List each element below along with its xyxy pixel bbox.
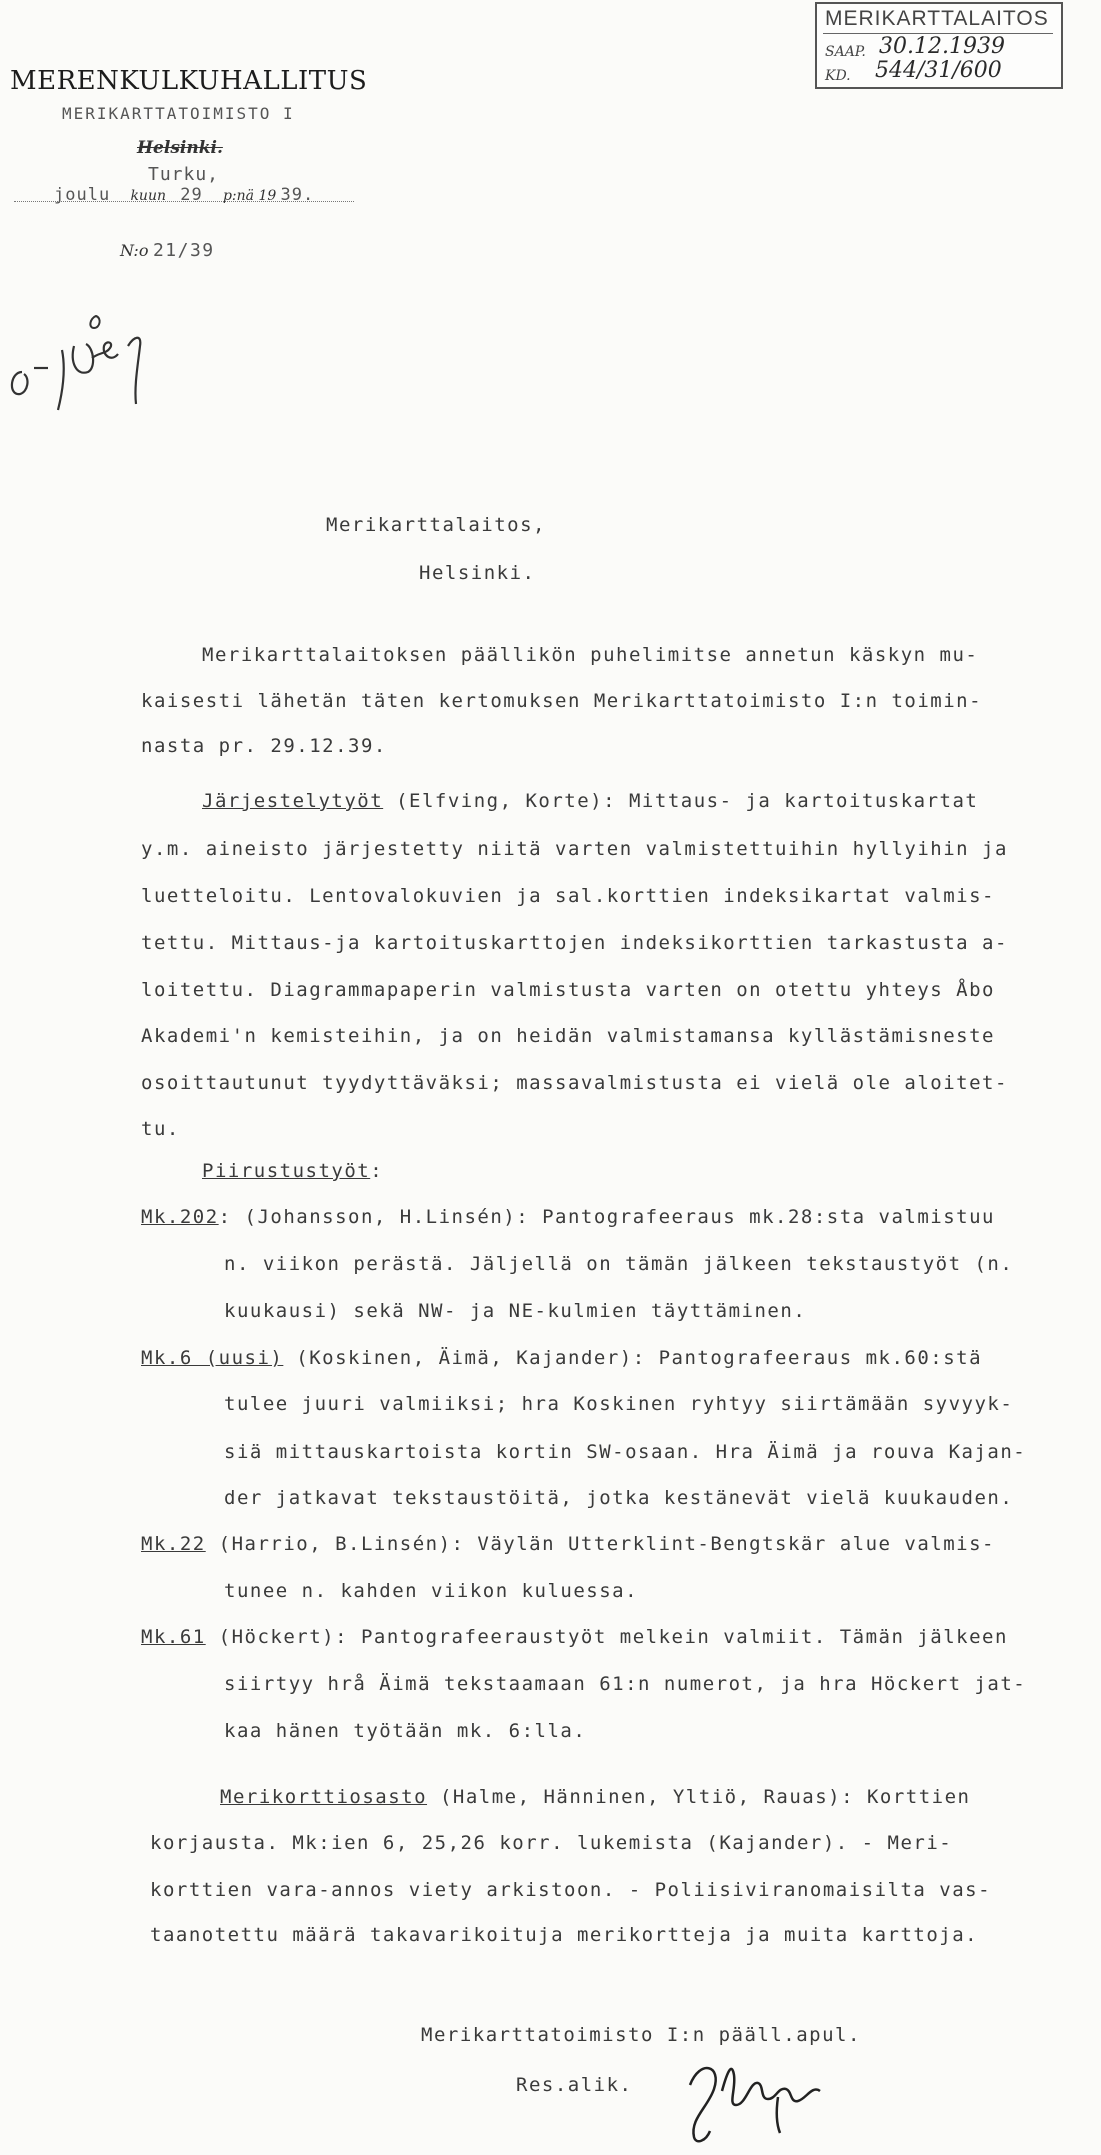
mk61-line-1	[141, 1626, 1008, 1648]
date-month: joulu	[54, 185, 111, 205]
intro-line-1: Merikarttalaitoksen päällikön puhelimitse annetun käskyn mu-	[202, 644, 979, 666]
ref-number: 21/39	[152, 240, 215, 261]
mk6-line-3: siä mittauskartoista kortin SW-osaan. Hra Äimä ja rouva Kajan-	[224, 1441, 1027, 1463]
draw-heading: Piirustustyöt	[202, 1160, 371, 1182]
intro-line-3: nasta pr. 29.12.39.	[141, 735, 387, 757]
recipient-name: Merikarttalaitos,	[326, 514, 546, 536]
ref-label: N:o	[120, 241, 149, 260]
draw-colon: :	[370, 1160, 384, 1182]
closing-title: Merikarttatoimisto I:n pääll.apul.	[421, 2024, 861, 2046]
mk6-line-1	[141, 1347, 982, 1369]
org-line-6: Akademi'n kemisteihin, ja on heidän valmistamansa kyllästämisneste	[141, 1025, 995, 1047]
letterhead-office: MERIKARTTATOIMISTO I	[62, 104, 295, 123]
mk202-ref: Mk.202	[141, 1206, 219, 1228]
org-line-4: tettu. Mittaus-ja kartoituskarttojen indeksikorttien tarkastusta a-	[141, 932, 1008, 954]
mk6-ref: Mk.6 (uusi)	[141, 1347, 284, 1369]
stamp-received-value: 30.12.1939	[879, 34, 1005, 59]
mk22-text-1: (Harrio, B.Linsén): Väylän Utterklint-Bengtskär alue valmis-	[205, 1533, 995, 1555]
mk22-ref: Mk.22	[141, 1533, 206, 1555]
stamp-kd-label: KD.	[825, 68, 851, 84]
org-line-5: loitettu. Diagrammapaperin valmistusta varten on otettu yhteys Åbo	[141, 979, 995, 1001]
mk61-line-2: siirtyy hrå Äimä tekstaamaan 61:n numerot, ja hra Höckert jat-	[224, 1673, 1027, 1695]
mk61-line-3: kaa hänen työtään mk. 6:lla.	[224, 1720, 587, 1742]
org-line-2: y.m. aineisto järjestetty niitä varten valmistettuihin hyllyihin ja	[141, 838, 1008, 860]
letterhead-org: MERENKULKUHALLITUS	[10, 66, 368, 96]
mk202-line-3: kuukausi) sekä NW- ja NE-kulmien täyttäminen.	[224, 1300, 807, 1322]
sea-line-1	[220, 1786, 970, 1808]
mk202-line-1	[141, 1206, 995, 1228]
date-month-printed: kuun	[130, 188, 166, 204]
intro-line-2: kaisesti lähetän täten kertomuksen Merikarttatoimisto I:n toimin-	[141, 690, 983, 712]
mk61-text-1: (Höckert): Pantografeeraustyöt melkein valmiit. Tämän jälkeen	[205, 1626, 1008, 1648]
mk61-ref: Mk.61	[141, 1626, 206, 1648]
reference-number	[120, 240, 215, 261]
sea-text-1: (Halme, Hänninen, Yltiö, Rauas): Korttien	[427, 1786, 971, 1808]
date-day: 29	[180, 185, 203, 205]
date-year: 39.	[280, 185, 315, 205]
receipt-stamp	[815, 2, 1063, 89]
date-line	[54, 185, 314, 205]
sea-line-2: korjausta. Mk:ien 6, 25,26 korr. lukemista (Kajander). - Meri-	[150, 1832, 953, 1854]
org-heading: Järjestelytyöt	[202, 790, 384, 812]
org-line-3: luetteloitu. Lentovalokuvien ja sal.korttien indeksikartat valmis-	[141, 885, 995, 907]
org-line-8: tu.	[141, 1118, 180, 1140]
place: Turku,	[148, 164, 220, 185]
closing-rank: Res.alik.	[516, 2074, 633, 2096]
handwritten-initials	[0, 310, 200, 430]
mk22-line-1	[141, 1533, 995, 1555]
sea-line-3: korttien vara-annos viety arkistoon. - Poliisiviranomaisilta vas-	[150, 1879, 992, 1901]
date-pr: p:nä 19	[222, 188, 277, 204]
draw-heading-line	[202, 1160, 383, 1182]
org-line-7: osoittautunut tyydyttäväksi; massavalmistusta ei vielä ole aloitet-	[141, 1072, 1008, 1094]
mk6-text-1: (Koskinen, Äimä, Kajander): Pantografeeraus mk.60:stä	[283, 1347, 983, 1369]
recipient-city: Helsinki.	[419, 562, 536, 584]
mk6-line-4: der jatkavat tekstaustöitä, jotka kestänevät vielä kuukauden.	[224, 1487, 1014, 1509]
org-line-1	[202, 790, 978, 812]
org-text-1: (Elfving, Korte): Mittaus- ja kartoituskartat	[383, 790, 979, 812]
stamp-kd-value: 544/31/600	[875, 58, 1002, 83]
mk202-text-1: : (Johansson, H.Linsén): Pantografeeraus mk.28:sta valmistuu	[218, 1206, 995, 1228]
stamp-title: MERIKARTTALAITOS	[825, 7, 1049, 30]
mk202-line-2: n. viikon perästä. Jäljellä on tämän jälkeen tekstaustyöt (n.	[224, 1253, 1014, 1275]
place-struck: Helsinki.	[137, 138, 223, 158]
handwritten-signature	[670, 2045, 870, 2145]
sea-line-4: taanotettu määrä takavarikoituja merikortteja ja muita karttoja.	[150, 1924, 979, 1946]
mk6-line-2: tulee juuri valmiiksi; hra Koskinen ryhtyy siirtämään syvyyk-	[224, 1393, 1014, 1415]
stamp-received-label: SAAP.	[825, 44, 866, 60]
mk22-line-2: tunee n. kahden viikon kuluessa.	[224, 1580, 639, 1602]
sea-heading: Merikorttiosasto	[220, 1786, 428, 1808]
